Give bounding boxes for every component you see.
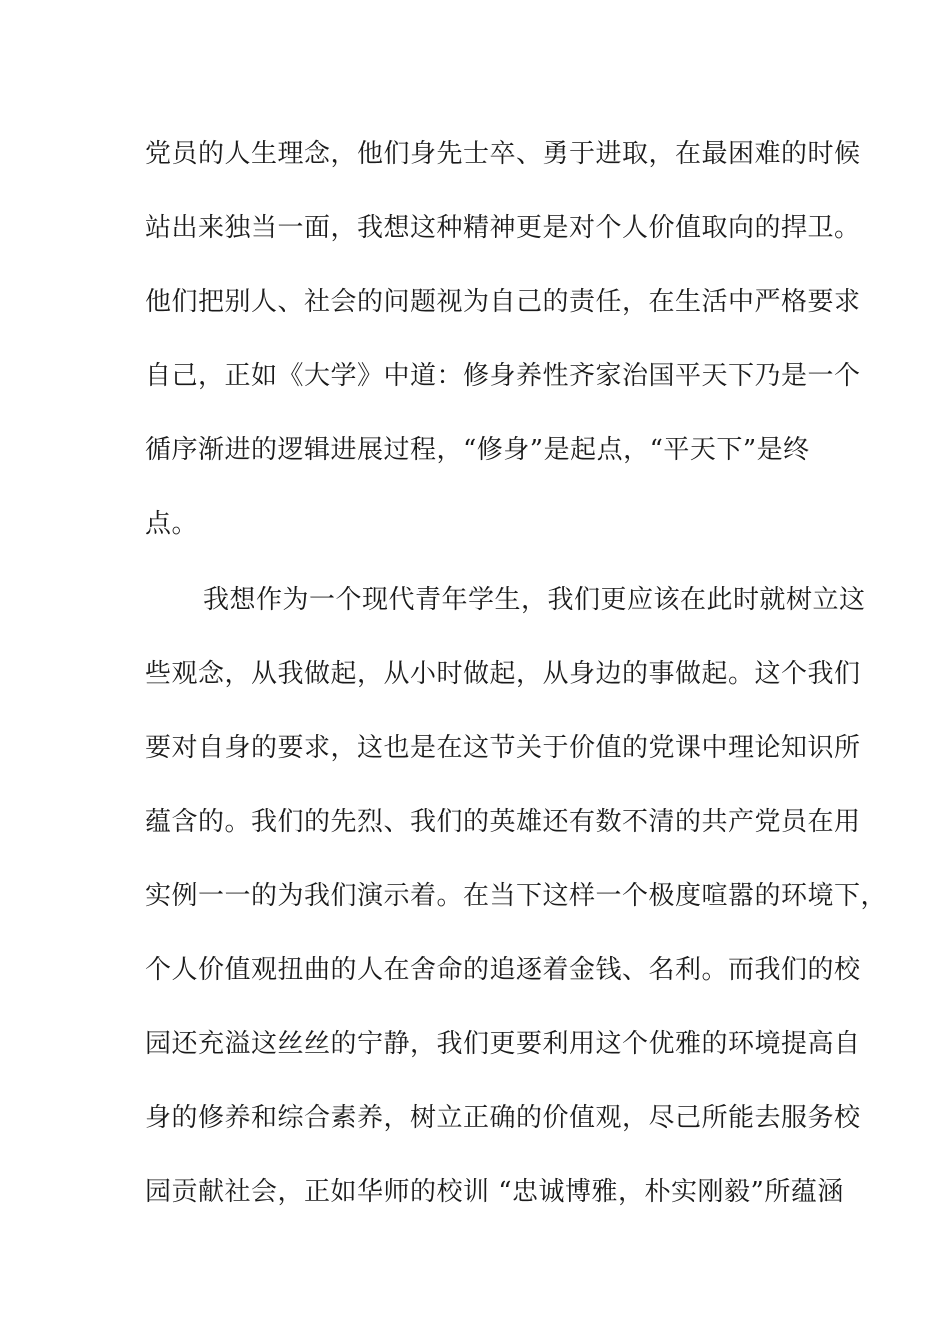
text-line: 园还充溢这丝丝的宁静，我们更要利用这个优雅的环境提高自	[145, 1029, 861, 1059]
text-line: 党员的人生理念，他们身先士卒、勇于进取，在最困难的时候	[145, 139, 861, 169]
text-line: 蕴含的。我们的先烈、我们的英雄还有数不清的共产党员在用	[145, 807, 861, 837]
text-line-indented: 我想作为一个现代青年学生，我们更应该在此时就树立这	[203, 585, 866, 615]
text-line: 自己，正如《大学》中道：修身养性齐家治国平天下乃是一个	[145, 361, 861, 391]
text-line: 要对自身的要求，这也是在这节关于价值的党课中理论知识所	[145, 733, 861, 763]
paragraph-continued	[145, 117, 861, 561]
text-line: 站出来独当一面，我想这种精神更是对个人价值取向的捍卫。	[145, 213, 861, 243]
text-line: 实例一一的为我们演示着。在当下这样一个极度喧嚣的环境下，	[145, 881, 888, 911]
text-line: 循序渐进的逻辑进展过程，“修身”是起点，“平天下”是终	[145, 435, 810, 465]
text-line: 他们把别人、社会的问题视为自己的责任，在生活中严格要求	[145, 287, 861, 317]
text-line: 园贡献社会，正如华师的校训 “忠诚博雅，朴实刚毅”所蕴涵	[145, 1177, 844, 1207]
paragraph-second	[145, 563, 888, 1229]
text-line: 些观念，从我做起，从小时做起，从身边的事做起。这个我们	[145, 659, 861, 689]
text-line: 点。	[145, 509, 199, 539]
text-line: 个人价值观扭曲的人在舍命的追逐着金钱、名利。而我们的校	[145, 955, 861, 985]
text-line: 身的修养和综合素养，树立正确的价值观，尽己所能去服务校	[145, 1103, 861, 1133]
